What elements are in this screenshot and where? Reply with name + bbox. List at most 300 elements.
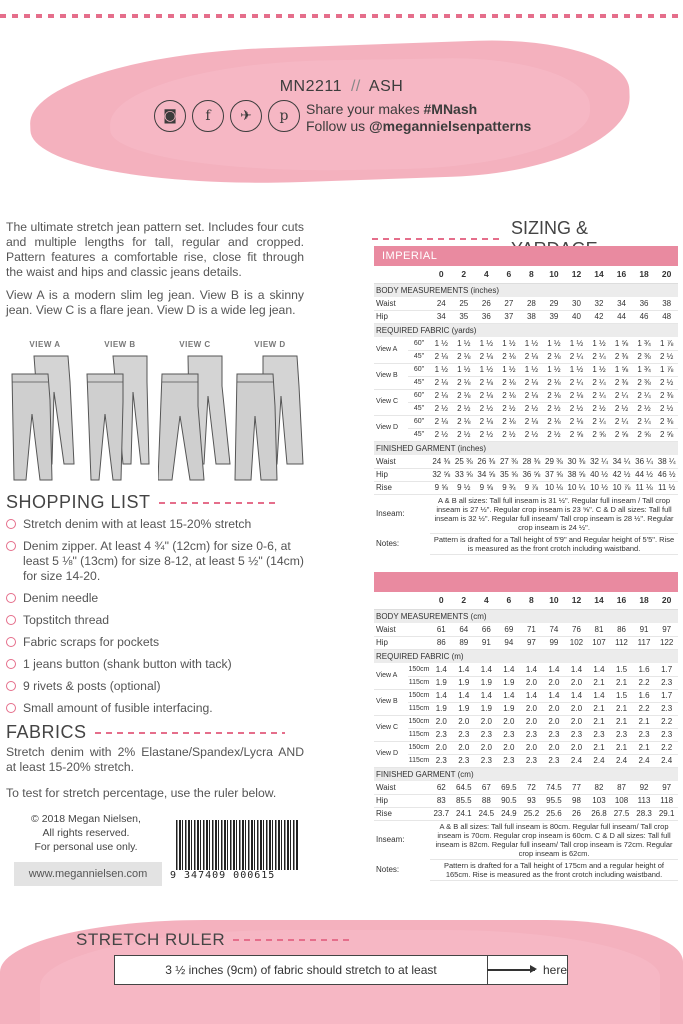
section-title: BODY MEASUREMENTS (inches) (374, 283, 678, 297)
table-cell: 1 ½ (453, 363, 476, 376)
table-cell: 2.1 (588, 702, 611, 715)
table-cell: 2 ½ (520, 428, 543, 441)
width-label: 150cm (408, 741, 430, 754)
table-cell: 74.5 (543, 781, 566, 794)
table-cell: 2 ⅛ (520, 376, 543, 389)
table-cell: 2 ⅛ (430, 415, 453, 428)
table-cell: 35 ⅝ (498, 468, 521, 481)
table-cell: 36 (633, 297, 656, 310)
table-cell: 1.4 (475, 689, 498, 702)
table-cell: 28.3 (633, 807, 656, 820)
fabric-row (374, 663, 678, 676)
table-cell: 2.2 (633, 676, 656, 689)
table-cell: 28 ⅜ (520, 455, 543, 468)
table-cell: 2.1 (610, 715, 633, 728)
table-cell: 2 ⅝ (633, 428, 656, 441)
width-label: 45" (408, 402, 430, 415)
table-cell: 2.0 (430, 741, 453, 754)
table-cell: 1.9 (475, 676, 498, 689)
view-label: View C (374, 715, 408, 741)
table-cell: 2.0 (543, 702, 566, 715)
instagram-icon[interactable]: ◙ (154, 100, 186, 132)
table-cell: 1.6 (633, 663, 656, 676)
table-cell: 33 ⅝ (453, 468, 476, 481)
size-header-cell: 4 (483, 269, 489, 280)
table-cell: 2 ⅝ (588, 428, 611, 441)
table-cell: 2 ⅜ (610, 376, 633, 389)
row-label: Notes: (376, 865, 400, 874)
table-cell: 2.3 (565, 728, 588, 741)
table-cell: 91 (633, 623, 656, 636)
table-cell: 27 (498, 297, 521, 310)
table-cell: 44 (610, 310, 633, 323)
table-cell: 36 ¼ (633, 455, 656, 468)
finished-rise-row (374, 807, 678, 820)
view-d-label: VIEW D (254, 340, 286, 349)
list-item: Denim zipper. At least 4 ¾" (12cm) for size 0-6, at least 5 ⅛" (13cm) for size 8-12, at least 5 ½" (14cm) for size 14-20. (6, 539, 306, 584)
stretch-test-note: To test for stretch percentage, use the ruler below. (6, 786, 277, 800)
table-cell: 2 ¼ (588, 350, 611, 363)
view-c (158, 340, 232, 482)
table-cell: 2 ⅛ (498, 350, 521, 363)
notes-row (374, 533, 678, 554)
table-cell: 2 ⅛ (430, 376, 453, 389)
table-cell: 2.3 (655, 676, 678, 689)
share-text (306, 101, 531, 135)
table-cell: 77 (565, 781, 588, 794)
table-cell: 2 ⅛ (520, 415, 543, 428)
table-cell: 30 (565, 297, 588, 310)
table-cell: 1.4 (565, 663, 588, 676)
shopping-list-title: SHOPPING LIST (6, 492, 151, 512)
table-cell: 1 ⅞ (655, 337, 678, 350)
view-label: View C (374, 389, 408, 415)
table-cell: 1.4 (498, 689, 521, 702)
table-cell: 2 ⅜ (610, 350, 633, 363)
section-title: REQUIRED FABRIC (m) (374, 649, 678, 663)
barcode (170, 820, 304, 890)
view-c-label: VIEW C (179, 340, 211, 349)
table-cell: 2.3 (453, 728, 476, 741)
stretch-ruler-heading (76, 930, 353, 950)
table-cell: 1 ½ (430, 337, 453, 350)
table-cell: 9 ⅝ (475, 481, 498, 494)
view-b (83, 340, 157, 482)
ruler-instruction: 3 ½ inches (9cm) of fabric should stretch to at least (165, 963, 437, 977)
table-cell: 83 (430, 794, 453, 807)
fabric-row (374, 702, 678, 715)
follow-handle[interactable]: @megannielsenpatterns (369, 118, 532, 134)
table-cell: 9 ⅝ (430, 481, 453, 494)
inseam-row (374, 820, 678, 859)
stretch-ruler-title: STRETCH RULER (76, 930, 226, 949)
table-cell: 2 ½ (520, 402, 543, 415)
table-cell: 48 (655, 310, 678, 323)
table-cell: 11 ⅛ (633, 481, 656, 494)
table-cell: 1.9 (430, 676, 453, 689)
table-cell: 44 ½ (633, 468, 656, 481)
table-cell: 2.3 (453, 754, 476, 767)
table-cell: 2.3 (610, 728, 633, 741)
view-d-jeans-drawing (233, 352, 307, 482)
view-label: View D (374, 741, 408, 767)
width-label: 60" (408, 415, 430, 428)
table-cell: 25 ⅜ (453, 455, 476, 468)
row-label: Waist (374, 297, 430, 310)
table-cell: 1.9 (475, 702, 498, 715)
table-cell: 67 (475, 781, 498, 794)
table-cell: 2 ⅛ (498, 376, 521, 389)
finished-waist-row (374, 455, 678, 468)
heading-dashed-rule (95, 732, 285, 734)
fabric-row (374, 728, 678, 741)
table-cell: 27 ⅜ (498, 455, 521, 468)
fabric-row (374, 415, 678, 428)
size-header-cell: 14 (594, 595, 604, 606)
table-cell: 2.4 (588, 754, 611, 767)
table-cell: 2 ⅛ (453, 415, 476, 428)
section-title: FINISHED GARMENT (cm) (374, 767, 678, 781)
view-b-label: VIEW B (104, 340, 136, 349)
size-header-cell: 4 (483, 595, 489, 606)
view-a-label: VIEW A (29, 340, 61, 349)
table-cell: 2 ⅛ (475, 389, 498, 402)
table-cell: 2.1 (588, 676, 611, 689)
table-cell: 86 (610, 623, 633, 636)
table-cell: 2 ⅛ (565, 415, 588, 428)
finished-waist-row (374, 781, 678, 794)
section-title: REQUIRED FABRIC (yards) (374, 323, 678, 337)
top-dashed-rule (0, 14, 683, 18)
table-cell: 102 (565, 636, 588, 649)
table-cell: 1.4 (430, 689, 453, 702)
waist-row (374, 623, 678, 636)
waist-row (374, 297, 678, 310)
barcode-bars (176, 820, 298, 870)
fabric-row (374, 715, 678, 728)
table-cell: 1.4 (565, 689, 588, 702)
view-c-jeans-drawing (158, 352, 232, 482)
table-cell: 2.4 (655, 754, 678, 767)
table-cell: 42 (588, 310, 611, 323)
table-cell: 2 ½ (453, 402, 476, 415)
table-cell: 2.3 (520, 728, 543, 741)
shopping-list (6, 517, 306, 723)
table-cell: 1 ½ (520, 363, 543, 376)
imperial-band: IMPERIAL (374, 246, 678, 266)
empty-cell (374, 266, 430, 283)
table-cell: 97 (655, 623, 678, 636)
pattern-name: ASH (368, 78, 404, 95)
table-cell: 69 (498, 623, 521, 636)
pinterest-icon[interactable]: p (268, 100, 300, 132)
table-cell: 2.3 (655, 728, 678, 741)
table-cell: 72 (520, 781, 543, 794)
table-cell: 2 ½ (655, 402, 678, 415)
table-cell: 2 ½ (588, 402, 611, 415)
table-cell: 94 (498, 636, 521, 649)
table-cell: 2.2 (655, 715, 678, 728)
table-cell: 87 (610, 781, 633, 794)
size-header-cell: 0 (438, 269, 444, 280)
table-cell: 107 (588, 636, 611, 649)
table-cell: 2 ¼ (588, 376, 611, 389)
table-cell: 2 ½ (633, 402, 656, 415)
table-cell: 2 ⅛ (520, 350, 543, 363)
finished-rise-row (374, 481, 678, 494)
table-cell: 2 ½ (655, 350, 678, 363)
table-cell: 2.3 (430, 728, 453, 741)
table-cell: 2 ⅜ (655, 415, 678, 428)
view-label: View D (374, 415, 408, 441)
size-header-cell: 8 (529, 595, 534, 606)
table-cell: 64.5 (453, 781, 476, 794)
table-cell: 26 ⅜ (475, 455, 498, 468)
table-cell: 2.0 (565, 676, 588, 689)
size-header-cell: 8 (529, 269, 534, 280)
row-label: Waist (374, 781, 430, 794)
table-cell: 1.4 (588, 689, 611, 702)
table-cell: 2 ½ (430, 402, 453, 415)
table-cell: 1 ½ (588, 337, 611, 350)
table-cell: 32 ¼ (588, 455, 611, 468)
size-header-cell: 2 (461, 269, 467, 280)
width-label: 60" (408, 337, 430, 350)
fabric-row (374, 337, 678, 350)
table-cell: 2 ¼ (610, 415, 633, 428)
table-cell: 81 (588, 623, 611, 636)
table-cell: 1.4 (498, 663, 521, 676)
section-row (374, 649, 678, 663)
table-cell: 2.3 (475, 728, 498, 741)
table-cell: 97 (655, 781, 678, 794)
table-cell: 1.6 (633, 689, 656, 702)
size-header-cell: 2 (461, 595, 467, 606)
table-cell: 1.7 (655, 663, 678, 676)
table-cell: 1.4 (430, 663, 453, 676)
table-cell: 10 ⅛ (543, 481, 566, 494)
table-cell: 40 ½ (588, 468, 611, 481)
table-cell: 2.1 (588, 741, 611, 754)
table-cell: 2 ½ (565, 402, 588, 415)
table-cell: 34 ⅝ (475, 468, 498, 481)
table-cell: 2 ⅛ (543, 415, 566, 428)
list-item: 9 rivets & posts (optional) (6, 679, 306, 694)
arrow-right-icon (487, 969, 535, 970)
table-cell: 2.3 (498, 754, 521, 767)
table-cell: 1 ½ (520, 337, 543, 350)
table-cell: 2.0 (543, 741, 566, 754)
table-cell: 1.4 (520, 663, 543, 676)
table-cell: 2.3 (475, 754, 498, 767)
width-label: 45" (408, 350, 430, 363)
inseam-note: A & B all sizes: Tall full inseam is 80cm. Regular full inseam/ Tall crop inseam is 70cm. Regular crop inseam is 60cm. C & D all sizes: Tall full inseam is 82cm. Regular full inseam/ Tall crop inseam is 72cm. Regular crop inseam is 62cm. (430, 820, 678, 859)
table-cell: 1 ⅞ (655, 363, 678, 376)
table-cell: 2 ½ (498, 428, 521, 441)
circle-bullet-icon (6, 659, 16, 669)
list-item: Denim needle (6, 591, 306, 606)
views-paragraph: View A is a modern slim leg jean. View B is a skinny jean. View C is a flare jean. View D is a wide leg jean. (6, 288, 304, 317)
table-cell: 2.1 (610, 741, 633, 754)
table-cell: 25.2 (520, 807, 543, 820)
table-cell: 1.5 (610, 663, 633, 676)
table-cell: 1 ⅝ (610, 363, 633, 376)
table-cell: 2.3 (543, 754, 566, 767)
table-cell: 2 ⅜ (655, 389, 678, 402)
table-cell: 2.3 (633, 728, 656, 741)
table-cell: 2.3 (588, 728, 611, 741)
view-b-jeans-drawing (83, 352, 157, 482)
table-cell: 2.3 (520, 754, 543, 767)
table-cell: 62 (430, 781, 453, 794)
table-cell: 2.0 (475, 741, 498, 754)
website-link[interactable]: www.megannielsen.com (14, 862, 162, 886)
table-cell: 2 ⅝ (610, 428, 633, 441)
table-cell: 82 (588, 781, 611, 794)
row-label: Hip (374, 310, 430, 323)
table-cell: 1.4 (475, 663, 498, 676)
table-cell: 64 (453, 623, 476, 636)
circle-bullet-icon (6, 593, 16, 603)
view-d (233, 340, 307, 482)
list-item: Small amount of fusible interfacing. (6, 701, 306, 716)
table-cell: 2 ½ (475, 428, 498, 441)
table-cell: 23.7 (430, 807, 453, 820)
barcode-number: 9 347409 000615 (170, 870, 276, 881)
table-cell: 2 ¼ (633, 389, 656, 402)
table-cell: 1 ½ (588, 363, 611, 376)
table-cell: 2 ¼ (588, 415, 611, 428)
table-cell: 24.9 (498, 807, 521, 820)
table-cell: 10 ¼ (565, 481, 588, 494)
share-hashtag[interactable]: #MNash (423, 101, 478, 117)
width-label: 115cm (408, 702, 430, 715)
table-cell: 26 (565, 807, 588, 820)
width-label: 60" (408, 389, 430, 402)
width-label: 150cm (408, 715, 430, 728)
width-label: 60" (408, 363, 430, 376)
facebook-icon[interactable]: f (192, 100, 224, 132)
width-label: 115cm (408, 754, 430, 767)
table-cell: 24.5 (475, 807, 498, 820)
fabric-row (374, 402, 678, 415)
table-cell: 1 ½ (543, 363, 566, 376)
twitter-icon[interactable]: ✈ (230, 100, 262, 132)
table-cell: 27.5 (610, 807, 633, 820)
table-cell: 9 ½ (453, 481, 476, 494)
table-cell: 2 ⅛ (520, 389, 543, 402)
table-cell: 24 (430, 297, 453, 310)
size-header-cell: 10 (549, 269, 559, 280)
notes-text: Pattern is drafted for a Tall height of 5'9" and Regular height of 5'5". Rise is measured as the front crotch including waistband. (430, 533, 678, 554)
list-item: Topstitch thread (6, 613, 306, 628)
list-item: Fabric scraps for pockets (6, 635, 306, 650)
table-cell: 2 ⅛ (453, 376, 476, 389)
table-cell: 98 (565, 794, 588, 807)
table-cell: 2.1 (610, 676, 633, 689)
section-row (374, 609, 678, 623)
table-cell: 2 ⅛ (430, 389, 453, 402)
table-cell: 2.1 (610, 702, 633, 715)
table-cell: 66 (475, 623, 498, 636)
width-label: 45" (408, 376, 430, 389)
size-header-cell: 10 (549, 595, 559, 606)
table-cell: 1 ½ (475, 337, 498, 350)
metric-band (374, 572, 678, 592)
view-a-jeans-drawing (8, 352, 82, 482)
table-cell: 2 ⅛ (453, 389, 476, 402)
table-cell: 2.0 (430, 715, 453, 728)
table-cell: 39 (543, 310, 566, 323)
row-label: Inseam: (376, 835, 405, 845)
section-title: FINISHED GARMENT (inches) (374, 441, 678, 455)
table-cell: 2.1 (588, 715, 611, 728)
circle-bullet-icon (6, 637, 16, 647)
heading-dashed-rule (372, 238, 501, 240)
table-cell: 2 ¼ (565, 376, 588, 389)
table-cell: 2 ⅛ (453, 350, 476, 363)
table-cell: 1 ¾ (633, 337, 656, 350)
table-cell: 46 (633, 310, 656, 323)
notes-text: Pattern is drafted for a Tall height of 175cm and a regular height of 165cm. Rise is measured as the front crotch including waistband. (430, 859, 678, 880)
finished-hip-row (374, 468, 678, 481)
table-cell: 2 ⅜ (633, 376, 656, 389)
table-cell: 2 ⅛ (475, 376, 498, 389)
pattern-title (0, 78, 683, 96)
table-cell: 90.5 (498, 794, 521, 807)
table-cell: 2.4 (633, 754, 656, 767)
table-cell: 26.8 (588, 807, 611, 820)
table-cell: 2 ½ (543, 402, 566, 415)
table-cell: 1 ½ (565, 363, 588, 376)
list-item: Stretch denim with at least 15-20% stretch (6, 517, 306, 532)
size-header-cell: 6 (506, 269, 512, 280)
table-cell: 113 (633, 794, 656, 807)
view-label: View B (374, 689, 408, 715)
metric-table (374, 572, 678, 881)
row-label: Waist (374, 455, 430, 468)
table-cell: 2.3 (655, 702, 678, 715)
circle-bullet-icon (6, 615, 16, 625)
table-cell: 2 ½ (475, 402, 498, 415)
view-label: View A (374, 337, 408, 363)
table-cell: 1 ½ (453, 337, 476, 350)
table-cell: 1.9 (453, 702, 476, 715)
size-header-cell: 18 (639, 595, 649, 606)
table-cell: 122 (655, 636, 678, 649)
table-cell: 2.2 (633, 702, 656, 715)
table-cell: 95.5 (543, 794, 566, 807)
row-label: Inseam: (376, 509, 405, 519)
table-cell: 24 ⅜ (430, 455, 453, 468)
table-cell: 2 ⅛ (543, 376, 566, 389)
table-cell: 10 ⅞ (610, 481, 633, 494)
share-prefix: Share your makes (306, 101, 424, 117)
fabric-row (374, 689, 678, 702)
table-cell: 1.4 (520, 689, 543, 702)
table-cell: 93 (520, 794, 543, 807)
table-cell: 24.1 (453, 807, 476, 820)
table-cell: 2 ¼ (610, 389, 633, 402)
table-cell: 108 (610, 794, 633, 807)
table-cell: 2 ⅛ (430, 350, 453, 363)
size-header-cell: 14 (594, 269, 604, 280)
table-cell: 2 ⅜ (633, 350, 656, 363)
table-cell: 38 ¼ (655, 455, 678, 468)
table-cell: 36 (475, 310, 498, 323)
table-cell: 89 (453, 636, 476, 649)
table-cell: 1 ½ (543, 337, 566, 350)
